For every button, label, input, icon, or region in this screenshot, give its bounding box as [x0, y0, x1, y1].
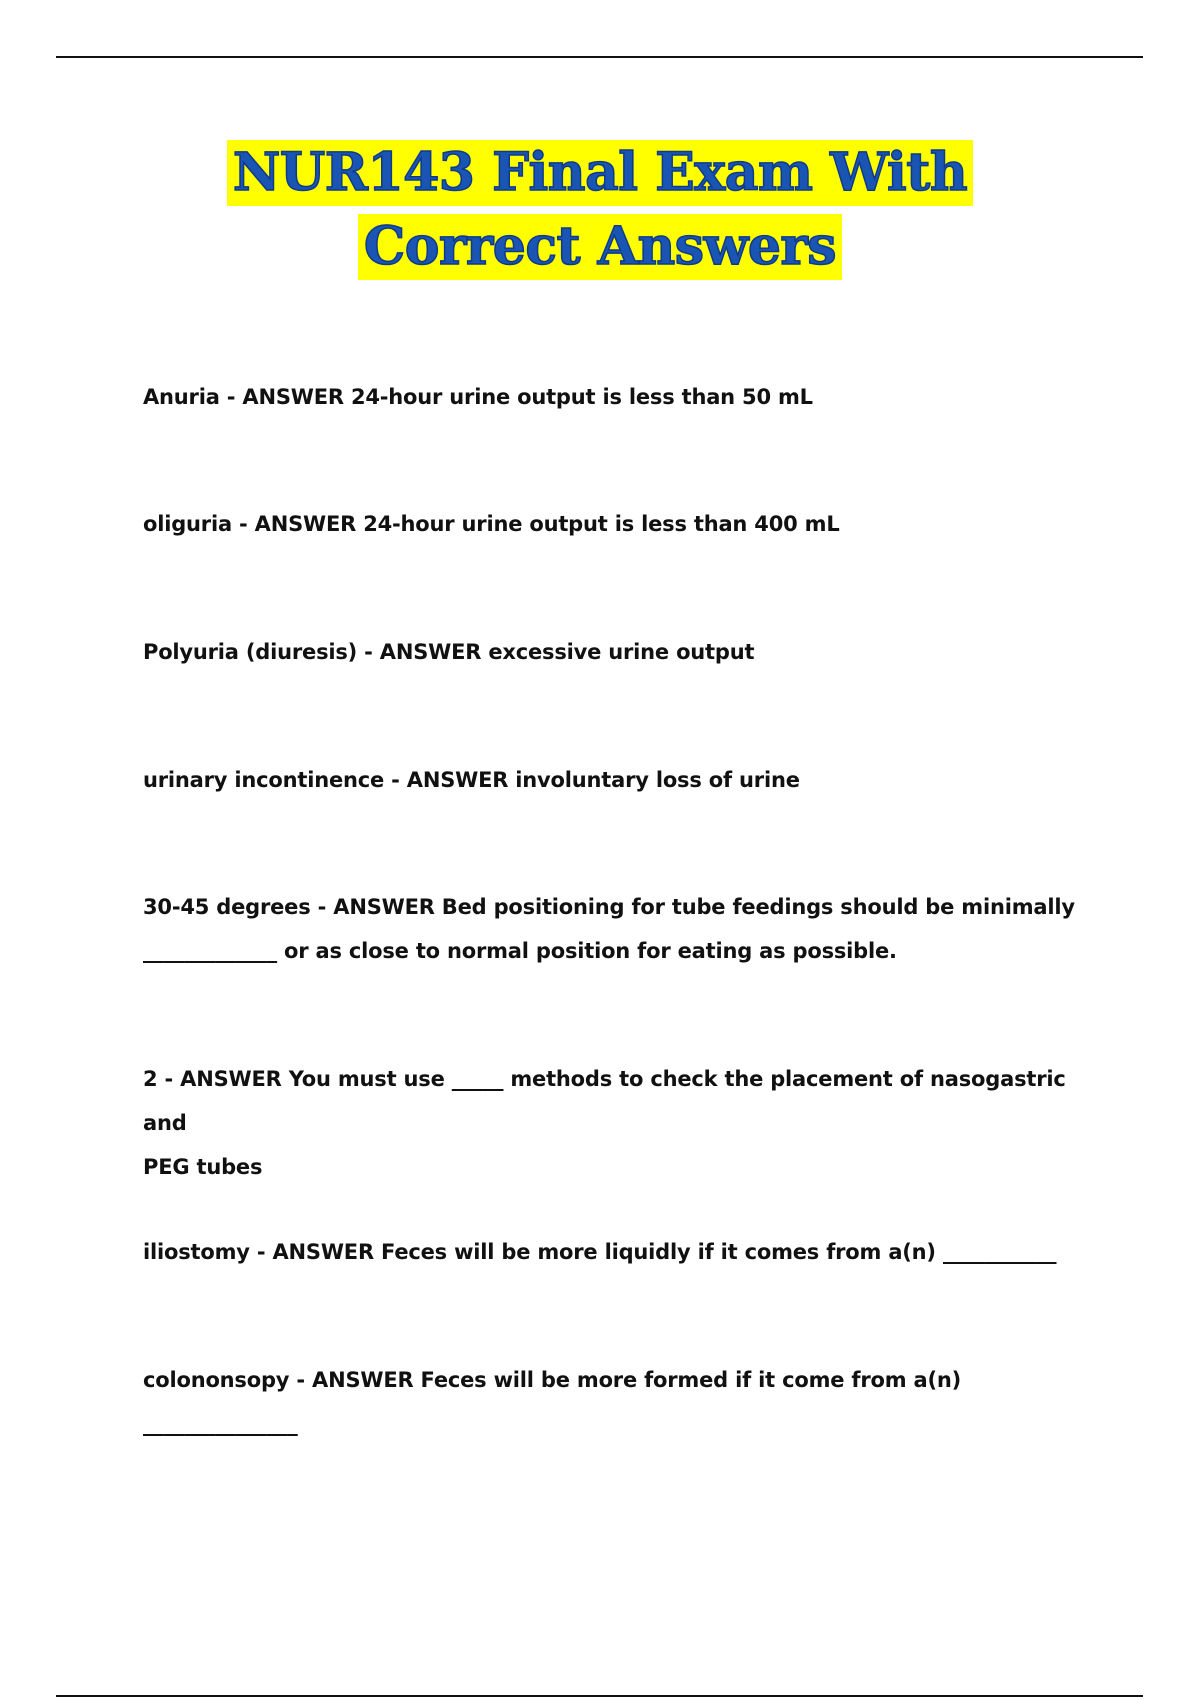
qa-item-1: Anuria - ANSWER 24-hour urine output is less than 50 mL — [143, 385, 813, 409]
bottom-rule — [56, 1695, 1143, 1697]
top-rule — [56, 56, 1143, 58]
qa-item-4: urinary incontinence - ANSWER involuntary loss of urine — [143, 768, 800, 792]
title-line-2: Correct Answers — [358, 214, 842, 280]
qa-item-2: oliguria - ANSWER 24-hour urine output is less than 400 mL — [143, 512, 840, 536]
qa-item-5: 30-45 degrees - ANSWER Bed positioning for tube feedings should be minimally _____________ or as close to normal position for eating as possible. — [143, 895, 1075, 963]
document-title — [0, 140, 1200, 280]
title-line-1: NUR143 Final Exam With — [227, 140, 973, 206]
qa-item-3: Polyuria (diuresis) - ANSWER excessive urine output — [143, 640, 755, 664]
qa-item-7: iliostomy - ANSWER Feces will be more liquidly if it comes from a(n) ___________ — [143, 1240, 1057, 1264]
qa-item-8: colononsopy - ANSWER Feces will be more formed if it come from a(n) _______________ — [143, 1368, 962, 1436]
qa-item-6: 2 - ANSWER You must use _____ methods to check the placement of nasogastric and PEG tubes — [143, 1067, 1066, 1179]
